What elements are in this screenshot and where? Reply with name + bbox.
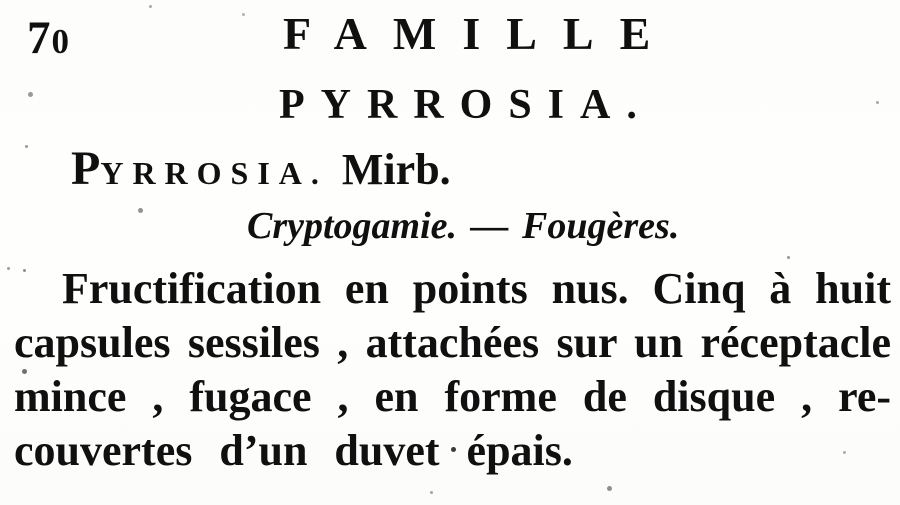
paragraph-line: mince , fugace , en forme de disque , re-: [14, 372, 891, 421]
paragraph-line: capsules sessiles , attachées sur un réceptacle: [14, 318, 891, 367]
description-paragraph: [14, 262, 891, 478]
paragraph-line: couvertes d’un duvet épais.: [14, 426, 573, 475]
classification-line: Cryptogamie. — Fougères.: [247, 205, 680, 247]
paragraph-line: Fructification en points nus. Cinq à huit: [62, 264, 891, 313]
genus-name-smallcaps: YRROSIA.: [100, 155, 328, 191]
page-number: 70: [27, 12, 70, 64]
genus-name-initial: P: [71, 142, 101, 195]
genus-authority-line: [71, 142, 451, 204]
genus-heading: PYRROSIA.: [279, 82, 653, 128]
author-abbreviation: Mirb.: [341, 145, 451, 194]
scan-noise-specks: [0, 0, 3, 3]
family-heading: FAMILLE: [283, 8, 677, 59]
